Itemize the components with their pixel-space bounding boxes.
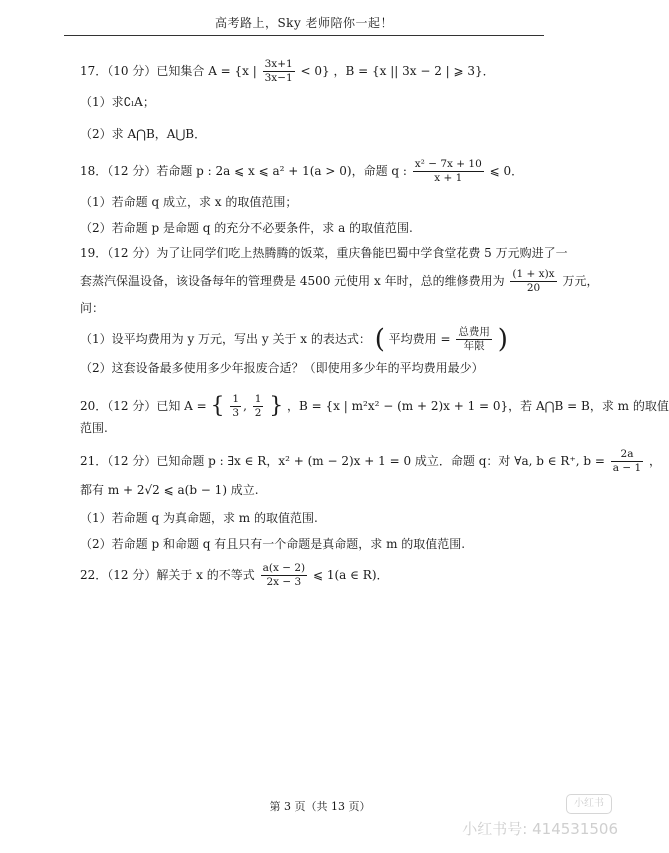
- q22-stem-b: ⩽ 1(a ∈ R)．: [312, 568, 389, 582]
- q20-line2: 范围.: [80, 421, 108, 435]
- q20-stem-a: 20．（12 分）已知 A =: [80, 399, 207, 413]
- page-number: 第 3 页（共 13 页）: [269, 800, 371, 813]
- q19-line2-tail: 万元，: [562, 274, 599, 288]
- right-brace: }: [269, 393, 284, 419]
- q17-frac-num: 3x+1: [264, 58, 293, 70]
- q17-frac-den: 3x−1: [264, 72, 293, 84]
- q21-part2: （2）若命题 p 和命题 q 有且只有一个命题是真命题，求 m 的取值范围.: [80, 537, 466, 551]
- left-brace: {: [210, 393, 225, 419]
- q21-part1: （1）若命题 q 为真命题，求 m 的取值范围.: [80, 511, 318, 525]
- q21-stem-b: ，: [649, 454, 662, 468]
- q21-line2: 都有 m + 2√2 ⩽ a(b − 1) 成立.: [80, 483, 259, 497]
- q17-prefix: 17．（10 分）已知集合: [80, 64, 205, 78]
- q18-frac-den: x + 1: [434, 172, 463, 184]
- q21-frac-den: a − 1: [612, 462, 642, 474]
- q19-line3: 问：: [80, 301, 105, 315]
- q22-stem: [80, 562, 389, 589]
- q19-line2: [80, 268, 598, 295]
- q19-frac-den: 20: [526, 282, 541, 294]
- q21-stem-a: 21．（12 分）已知命题 p : ∃x ∈ R，x² + (m − 2)x + 1 = 0 成立．命题 q：对 ∀a, b ∈ R⁺, b =: [80, 454, 605, 468]
- q19-part1-num: 总费用: [458, 326, 490, 338]
- q22-frac-num: a(x − 2): [262, 562, 306, 574]
- header-divider: [64, 35, 544, 36]
- q18-part1: （1）若命题 q 成立，求 x 的取值范围；: [80, 195, 298, 209]
- q17-part2: （2）求 A⋂B，A⋃B．: [80, 127, 207, 141]
- q19-part1-text: （1）设平均费用为 y 万元，写出 y 关于 x 的表达式：: [80, 332, 371, 346]
- q18-frac-num: x² − 7x + 10: [414, 158, 482, 170]
- q17-stem: [80, 58, 495, 85]
- page-header: 高考路上，Sky 老师陪你一起！: [214, 16, 394, 30]
- watermark-logo-icon: 小红书: [566, 794, 612, 814]
- q22-stem-a: 22．（12 分）解关于 x 的不等式: [80, 568, 255, 582]
- q17-part1: （1）求∁ₗA；: [80, 95, 155, 109]
- q20-frac2-den: 2: [254, 407, 262, 419]
- watermark-text: 小红书号: 414531506: [462, 820, 618, 838]
- q22-frac-den: 2x − 3: [266, 576, 302, 588]
- q19-part1: [80, 326, 508, 353]
- q20-frac2: [253, 393, 264, 420]
- q19-part2: （2）这套设备最多使用多少年报废合适？（即使用多少年的平均费用最少）: [80, 361, 484, 375]
- q18-fraction: [413, 158, 484, 185]
- q17-set-a: A = {x |: [208, 64, 257, 78]
- q17-set-a-tail: < 0}: [300, 64, 330, 78]
- q20-stem: 20．（12 分）已知 A = { $\frac{1}{3}$ , $\frac{1}{2}$ } ，B = {x | m²x² − (m + 2)x + 1 = 0}，若 A⋂B = B，求 m 的取值: [80, 393, 669, 419]
- left-paren: (: [374, 324, 385, 355]
- q21-stem: [80, 448, 661, 475]
- q21-frac-num: 2a: [611, 448, 643, 462]
- q20-stem-b: ，B = {x | m²x² − (m + 2)x + 1 = 0}，若 A⋂B = B，求 m 的取值: [287, 399, 669, 413]
- q17-set-a-fraction: [263, 58, 295, 85]
- q21-fraction: [611, 448, 643, 475]
- q18-stem-a: 18．（12 分）若命题 p : 2a ⩽ x ⩽ a² + 1(a > 0)，命题 q :: [80, 164, 407, 178]
- q19-fraction: [510, 268, 556, 295]
- q22-fraction: [261, 562, 308, 589]
- q20-frac2-num: 1: [254, 393, 262, 405]
- q19-part1-inner: 平均费用 =: [388, 332, 451, 346]
- q19-part1-den: 年限: [463, 340, 485, 352]
- q19-line1: 19．（12 分）为了让同学们吃上热腾腾的饭菜，重庆鲁能巴蜀中学食堂花费 5 万元购进了一: [80, 246, 568, 260]
- q19-part1-fraction: [456, 326, 492, 353]
- q19-line2-text: 套蒸汽保温设备，该设备每年的管理费是 4500 元使用 x 年时，总的维修费用为: [80, 274, 505, 288]
- q18-stem: [80, 158, 523, 185]
- right-paren: ): [497, 324, 508, 355]
- q19-frac-num: (1 + x)x: [512, 268, 555, 280]
- q20-frac1: [230, 393, 241, 420]
- q18-stem-b: ⩽ 0．: [489, 164, 524, 178]
- q18-part2: （2）若命题 p 是命题 q 的充分不必要条件，求 a 的取值范围.: [80, 221, 413, 235]
- q17-set-b: ，B = {x || 3x − 2 | ⩾ 3}．: [333, 64, 495, 78]
- q20-frac1-den: 3: [232, 407, 240, 419]
- q20-frac1-num: 1: [232, 393, 240, 405]
